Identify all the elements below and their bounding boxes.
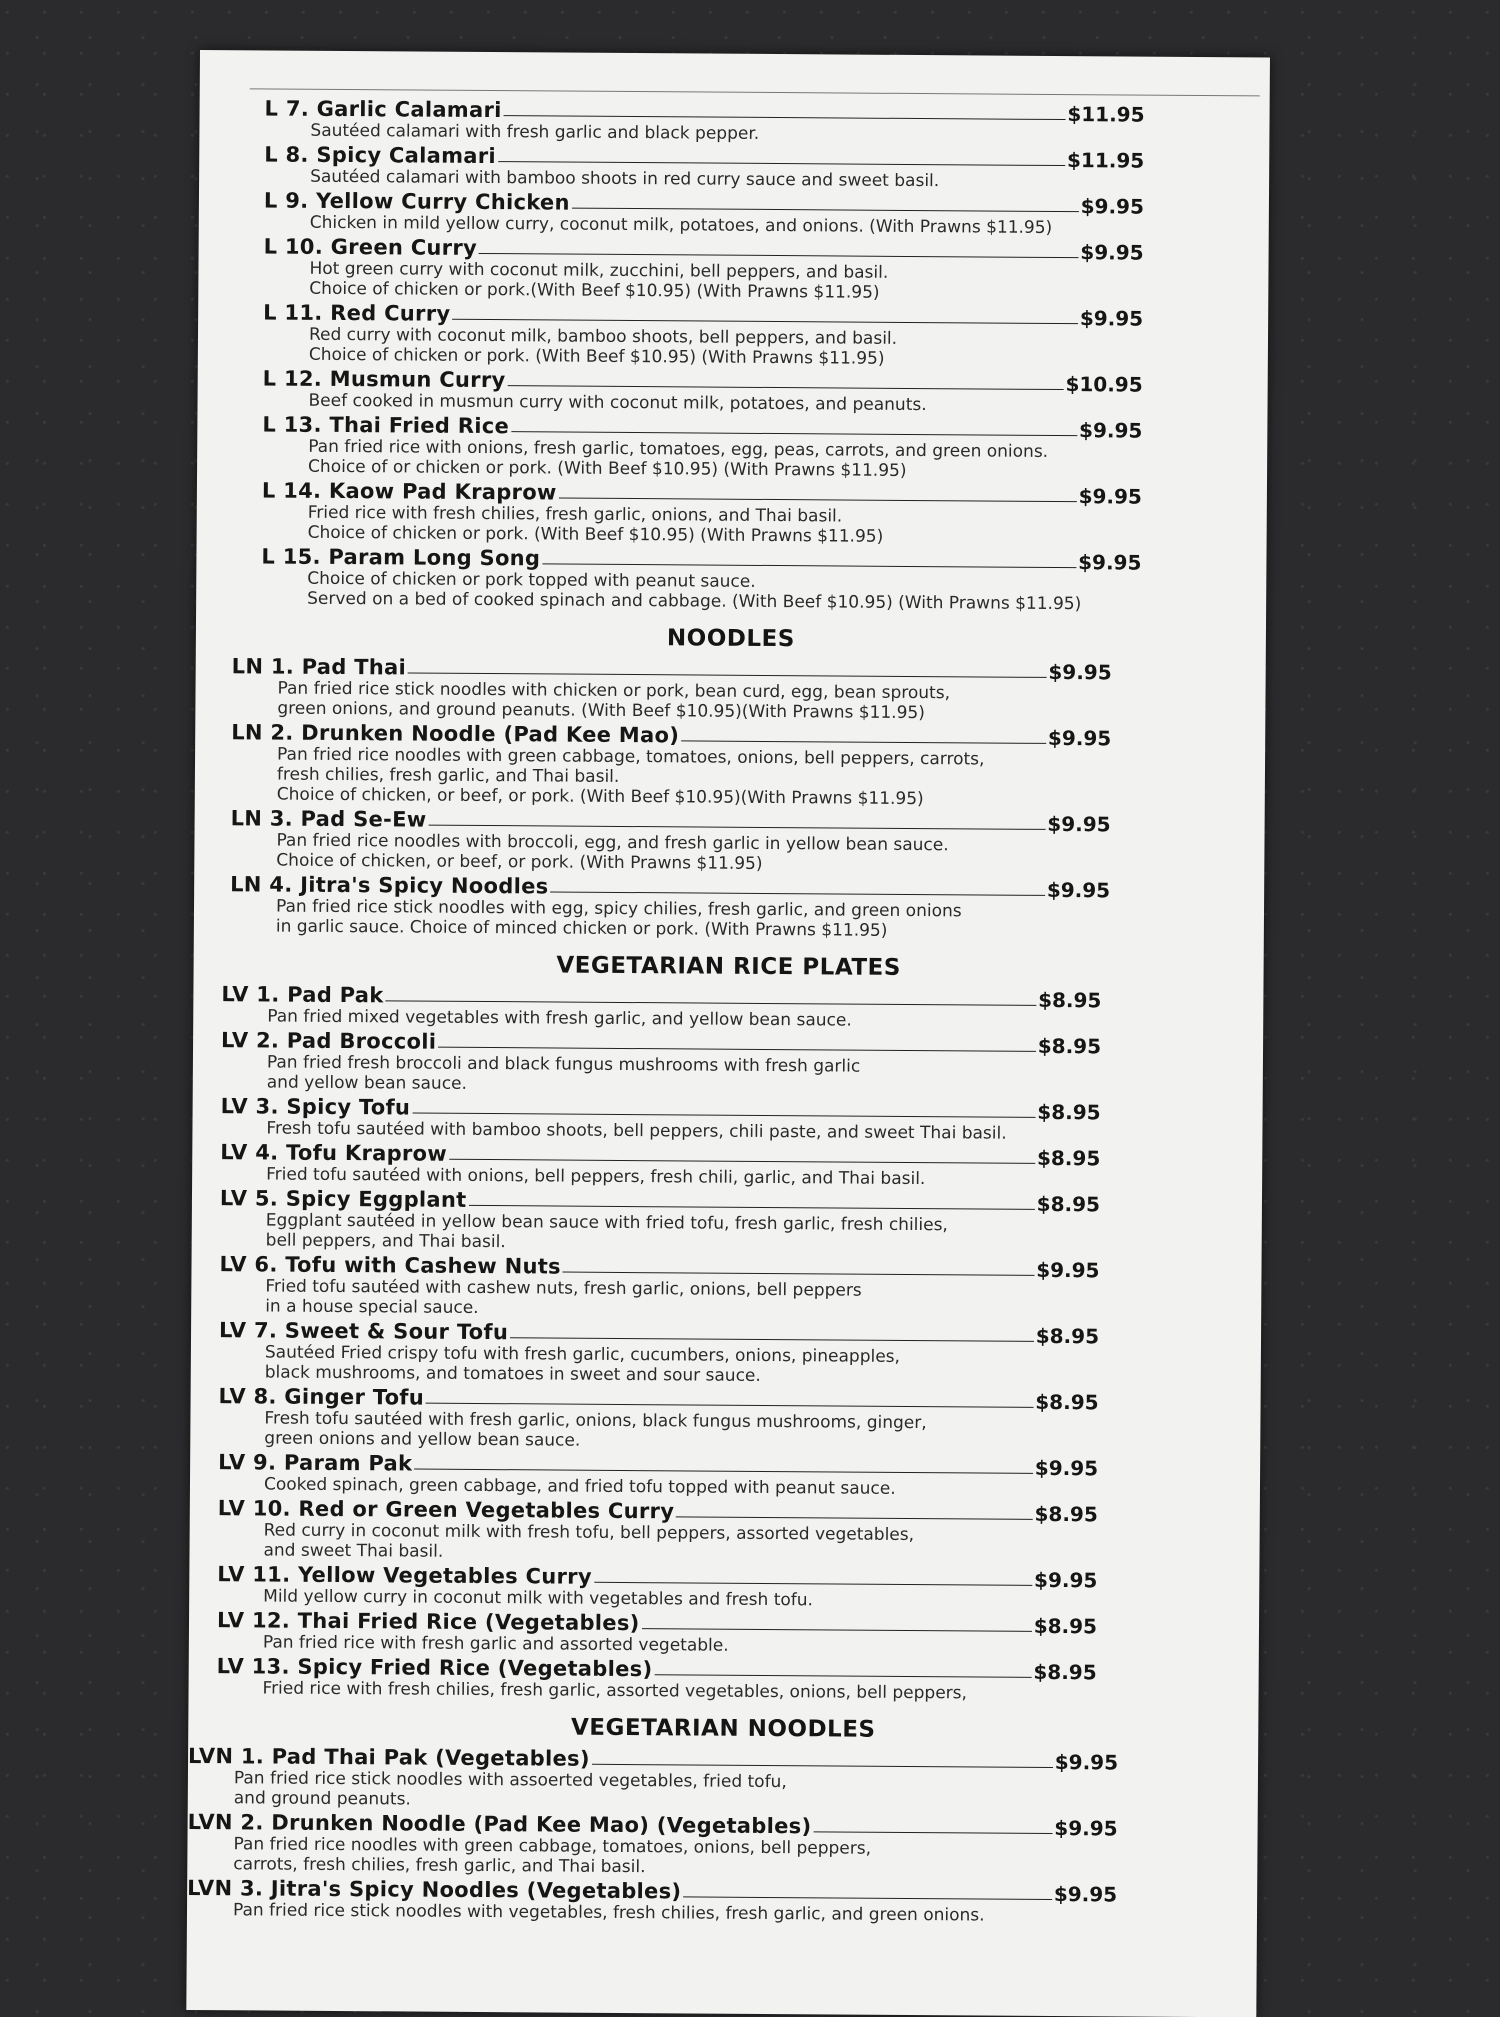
menu-item (217, 1494, 1097, 1566)
menu-item (187, 1808, 1117, 1880)
menu-item-price: $9.95 (1034, 1455, 1099, 1481)
price-leader-line (592, 1764, 1053, 1768)
menu-item-price: $8.95 (1037, 1099, 1101, 1125)
price-leader-line (594, 1582, 1032, 1586)
menu-item-price: $8.95 (1037, 1033, 1102, 1059)
menu-item-name: LV 9. Param Pak (218, 1450, 413, 1476)
menu-item-description (221, 1052, 1101, 1098)
menu-item (216, 1652, 1096, 1704)
menu-item (219, 1316, 1099, 1388)
price-leader-line (452, 319, 1077, 324)
section-vegetarian-noodles (187, 1712, 1258, 1927)
menu-item-description (262, 502, 1142, 548)
price-leader-line (498, 161, 1065, 166)
description-line: Red curry in coconut milk with fresh tofu, bell peppers, assorted vegetables, (263, 1520, 915, 1546)
description-line: Fried tofu sautéed with onions, bell peppers, fresh chili, garlic, and Thai basil. (266, 1164, 926, 1190)
menu-item-description (219, 1342, 1099, 1388)
menu-item (231, 718, 1112, 810)
price-leader-line (412, 1113, 1035, 1118)
menu-item-description (230, 896, 1110, 942)
description-line: Cooked spinach, green cabbage, and fried tofu topped with peanut sauce. (263, 1474, 896, 1499)
menu-item-price: $9.95 (1054, 1750, 1119, 1775)
description-line: fresh chilies, fresh garlic, and Thai basil. (276, 764, 620, 787)
price-leader-line (510, 1337, 1034, 1342)
menu-item (230, 804, 1110, 876)
menu-page (186, 50, 1270, 2017)
menu-item-name: L 15. Param Long Song (261, 544, 541, 571)
menu-item-description (187, 1834, 1117, 1880)
menu-item-name: L 7. Garlic Calamari (264, 96, 502, 123)
menu-item-description (220, 1210, 1100, 1256)
menu-item-name: LV 4. Tofu Kraprow (220, 1140, 448, 1166)
menu-item (231, 652, 1111, 724)
section-vegetarian-rice-plates (188, 950, 1263, 1705)
description-line: Fresh tofu sautéed with bamboo shoots, bell peppers, chili paste, and sweet Thai basil. (266, 1118, 1007, 1144)
description-line: Beef cooked in musmun curry with coconut milk, potatoes, and peanuts. (308, 390, 927, 416)
menu-item-price: $9.95 (1053, 1882, 1118, 1907)
menu-item-name: L 12. Musmun Curry (262, 366, 506, 393)
menu-item-price: $9.95 (1079, 306, 1144, 331)
price-leader-line (386, 1000, 1037, 1006)
menu-item (218, 1382, 1098, 1454)
menu-item-name: LVN 2. Drunken Noodle (Pad Kee Mao) (Vegetables) (187, 1809, 812, 1839)
menu-item-description (217, 1520, 1097, 1566)
menu-item-name: LV 6. Tofu with Cashew Nuts (219, 1252, 561, 1279)
description-line: Pan fried rice with onions, fresh garlic, tomatoes, egg, peas, carrots, and green onions. (308, 436, 1049, 462)
price-leader-line (572, 208, 1079, 213)
description-line: Choice of chicken or pork. (With Beef $10.95) (With Prawns $11.95) (308, 344, 885, 369)
menu-item (263, 298, 1143, 370)
menu-item-name: L 14. Kaow Pad Kraprow (261, 478, 557, 505)
section-noodles-items (194, 652, 1266, 943)
menu-item-price: $10.95 (1065, 372, 1143, 397)
description-line: Fresh tofu sautéed with fresh garlic, onions, black fungus mushrooms, ginger, (264, 1408, 927, 1434)
menu-item-name: LVN 3. Jitra's Spicy Noodles (Vegetables) (187, 1875, 682, 1904)
menu-item-price: $9.95 (1080, 194, 1145, 219)
menu-item-description (261, 568, 1141, 614)
price-leader-line (507, 385, 1063, 390)
menu-item-name: L 8. Spicy Calamari (264, 142, 497, 169)
menu-item-price: $9.95 (1046, 877, 1111, 903)
menu-item-price: $9.95 (1047, 725, 1112, 751)
menu-item-price: $9.95 (1047, 811, 1111, 837)
menu-item (264, 186, 1144, 238)
description-line: Sautéed calamari with bamboo shoots in red curry sauce and sweet basil. (310, 166, 940, 192)
menu-item-price: $8.95 (1034, 1501, 1098, 1527)
description-line: Choice of chicken or pork. (With Beef $10.95) (With Prawns $11.95) (307, 522, 884, 547)
description-line: Served on a bed of cooked spinach and cabbage. (With Beef $10.95) (With Prawns $11.95) (307, 588, 1082, 615)
description-line: Choice of chicken or pork.(With Beef $10.95) (With Prawns $11.95) (309, 278, 880, 303)
menu-item-name: L 10. Green Curry (263, 234, 478, 260)
menu-item-name: LVN 1. Pad Thai Pak (Vegetables) (188, 1743, 590, 1771)
menu-item-name: LV 5. Spicy Eggplant (219, 1186, 467, 1212)
section-veg-items (188, 980, 1263, 1705)
price-leader-line (559, 498, 1077, 503)
description-line: Pan fried rice stick noodles with egg, spicy chilies, fresh garlic, and green onions (275, 896, 962, 922)
description-line: Sautéed Fried crispy tofu with fresh garlic, cucumbers, onions, pineapples, (264, 1342, 901, 1367)
menu-item-description (231, 744, 1111, 810)
menu-item-name: LV 2. Pad Broccoli (221, 1028, 437, 1054)
menu-item (264, 140, 1144, 192)
menu-item-price: $9.95 (1054, 1816, 1118, 1841)
menu-item-price: $9.95 (1078, 550, 1142, 575)
menu-item-description (230, 830, 1110, 876)
menu-item-price: $9.95 (1033, 1567, 1098, 1593)
menu-item (217, 1606, 1097, 1658)
price-leader-line (813, 1831, 1052, 1834)
description-line: Red curry with coconut milk, bamboo shoots, bell peppers, and basil. (308, 324, 898, 349)
description-line: Fried rice with fresh chilies, fresh garlic, assorted vegetables, onions, bell peppers, (262, 1678, 968, 1704)
description-line: Chicken in mild yellow curry, coconut milk, potatoes, and onions. (With Prawns $11.95) (309, 212, 1053, 238)
price-leader-line (468, 1205, 1034, 1210)
price-leader-line (504, 115, 1066, 120)
price-leader-line (426, 1403, 1033, 1408)
menu-item (220, 1138, 1100, 1190)
menu-item-price: $8.95 (1033, 1659, 1097, 1685)
price-leader-line (642, 1628, 1032, 1632)
section-title-vegetarian-noodles: VEGETARIAN NOODLES (570, 1714, 876, 1743)
section-title-noodles: NOODLES (666, 625, 795, 653)
description-line: Pan fried rice stick noodles with vegetables, fresh chilies, fresh garlic, and green onions. (232, 1900, 985, 1926)
menu-item-name: LV 3. Spicy Tofu (220, 1094, 411, 1120)
description-line: Fried rice with fresh chilies, fresh garlic, onions, and Thai basil. (307, 502, 843, 527)
menu-item-price: $8.95 (1036, 1191, 1101, 1217)
menu-item (218, 1448, 1098, 1500)
menu-item (264, 94, 1144, 146)
price-leader-line (542, 563, 1076, 568)
menu-item (230, 870, 1110, 942)
menu-item-name: LN 1. Pad Thai (231, 654, 407, 680)
menu-item-price: $8.95 (1036, 1145, 1101, 1171)
menu-item (262, 476, 1142, 548)
menu-item-name: LN 4. Jitra's Spicy Noodles (230, 872, 549, 899)
description-line: in garlic sauce. Choice of minced chicken or pork. (With Prawns $11.95) (275, 916, 888, 941)
description-line: and sweet Thai basil. (263, 1540, 444, 1562)
menu-item-price: $9.95 (1036, 1257, 1100, 1283)
menu-item-name: LV 8. Ginger Tofu (218, 1384, 425, 1410)
menu-item-description (263, 324, 1143, 370)
menu-item-price: $8.95 (1035, 1389, 1099, 1415)
menu-item-price: $11.95 (1066, 148, 1145, 173)
section-title-vegetarian-rice-plates: VEGETARIAN RICE PLATES (556, 952, 901, 981)
description-line: Pan fried rice noodles with green cabbage, tomatoes, onions, bell peppers, (233, 1834, 872, 1859)
description-line: green onions and yellow bean sauce. (264, 1428, 581, 1451)
menu-item-price: $11.95 (1067, 102, 1145, 127)
description-line: Hot green curry with coconut milk, zucchini, bell peppers, and basil. (309, 258, 889, 283)
menu-item-name: LV 13. Spicy Fried Rice (Vegetables) (216, 1654, 653, 1682)
description-line: Pan fried rice noodles with green cabbage, tomatoes, onions, bell peppers, carrots, (277, 744, 985, 770)
menu-item (220, 1092, 1100, 1144)
menu-item-description (231, 678, 1111, 724)
price-leader-line (511, 431, 1077, 436)
section-lunch-items (196, 94, 1270, 615)
description-line: and yellow bean sauce. (266, 1072, 468, 1094)
menu-item-description (218, 1408, 1098, 1454)
description-line: Pan fried rice stick noodles with assoerted vegetables, fried tofu, (233, 1768, 787, 1793)
menu-item (262, 364, 1142, 416)
description-line: green onions, and ground peanuts. (With Beef $10.95)(With Prawns $11.95) (277, 698, 925, 724)
description-line: in a house special sauce. (265, 1296, 479, 1318)
description-line: Choice of chicken, or beef, or pork. (With Prawns $11.95) (276, 850, 763, 874)
description-line: carrots, fresh chilies, fresh garlic, and Thai basil. (233, 1854, 646, 1878)
menu-item-description (219, 1276, 1099, 1322)
menu-item-price: $9.95 (1078, 484, 1142, 509)
menu-item (263, 232, 1143, 304)
menu-item-name: LV 1. Pad Pak (221, 982, 384, 1008)
description-line: Pan fried mixed vegetables with fresh garlic, and yellow bean sauce. (267, 1006, 852, 1031)
menu-item (188, 1742, 1118, 1814)
description-line: Fried tofu sautéed with cashew nuts, fresh garlic, onions, bell peppers (265, 1276, 862, 1301)
menu-item (221, 980, 1101, 1032)
menu-item (221, 1026, 1101, 1098)
menu-item (217, 1560, 1097, 1612)
description-line: Pan fried rice with fresh garlic and assorted vegetable. (262, 1632, 729, 1656)
menu-item-price: $9.95 (1079, 418, 1143, 443)
price-leader-line (479, 253, 1078, 258)
menu-item-description (188, 1768, 1118, 1814)
menu-content (187, 94, 1270, 1927)
description-line: black mushrooms, and tomatoes in sweet and sour sauce. (264, 1362, 761, 1386)
menu-item-name: LN 3. Pad Se-Ew (230, 806, 427, 832)
menu-item (187, 1874, 1117, 1926)
description-line: bell peppers, and Thai basil. (265, 1230, 506, 1253)
menu-item-name: LV 11. Yellow Vegetables Curry (217, 1562, 592, 1589)
menu-item-description (262, 436, 1142, 482)
price-leader-line (408, 672, 1046, 677)
section-noodles (194, 622, 1266, 943)
menu-item-price: $8.95 (1038, 987, 1102, 1013)
description-line: Pan fried rice stick noodles with chicken or pork, bean curd, egg, bean sprouts, (277, 678, 951, 704)
price-leader-line (428, 825, 1045, 830)
menu-item-description (263, 258, 1143, 304)
description-line: Sautéed calamari with fresh garlic and black pepper. (310, 120, 760, 144)
menu-item (261, 542, 1141, 614)
menu-item-name: L 11. Red Curry (263, 300, 451, 326)
section-lunch (196, 94, 1270, 615)
menu-item-name: L 9. Yellow Curry Chicken (263, 188, 570, 215)
price-leader-line (550, 891, 1044, 895)
price-leader-line (681, 740, 1046, 744)
menu-item-price: $8.95 (1033, 1613, 1098, 1639)
description-line: Choice of chicken or pork topped with peanut sauce. (307, 568, 756, 592)
description-line: and ground peanuts. (233, 1788, 411, 1810)
menu-item-price: $8.95 (1035, 1323, 1100, 1349)
price-leader-line (676, 1516, 1032, 1519)
price-leader-line (438, 1047, 1036, 1052)
menu-item-name: LV 7. Sweet & Sour Tofu (218, 1318, 509, 1345)
price-leader-line (449, 1159, 1035, 1164)
menu-item-name: LV 12. Thai Fried Rice (Vegetables) (216, 1608, 640, 1636)
description-line: Eggplant sautéed in yellow bean sauce with fried tofu, fresh garlic, fresh chilies, (265, 1210, 948, 1236)
section-vegnoodles-items (187, 1742, 1258, 1927)
description-line: Choice of chicken, or beef, or pork. (With Beef $10.95)(With Prawns $11.95) (276, 784, 924, 810)
menu-item-price: $9.95 (1080, 240, 1144, 265)
menu-item-name: LV 10. Red or Green Vegetables Curry (217, 1496, 675, 1524)
description-line: Mild yellow curry in coconut milk with vegetables and fresh tofu. (263, 1586, 814, 1611)
menu-item-price: $9.95 (1048, 659, 1112, 685)
description-line: Pan fried fresh broccoli and black fungus mushrooms with fresh garlic (266, 1052, 861, 1077)
description-line: Choice of or chicken or pork. (With Beef $10.95) (With Prawns $11.95) (308, 456, 907, 481)
menu-item-name: LN 2. Drunken Noodle (Pad Kee Mao) (231, 720, 680, 748)
menu-item-name: L 13. Thai Fried Rice (262, 412, 510, 439)
price-leader-line (683, 1896, 1052, 1900)
price-leader-line (563, 1272, 1034, 1276)
menu-item (220, 1184, 1100, 1256)
menu-item (219, 1250, 1099, 1322)
price-leader-line (414, 1469, 1033, 1474)
description-line: Pan fried rice noodles with broccoli, egg, and fresh garlic in yellow bean sauce. (276, 830, 949, 856)
price-leader-line (654, 1674, 1031, 1678)
menu-item (262, 410, 1142, 482)
